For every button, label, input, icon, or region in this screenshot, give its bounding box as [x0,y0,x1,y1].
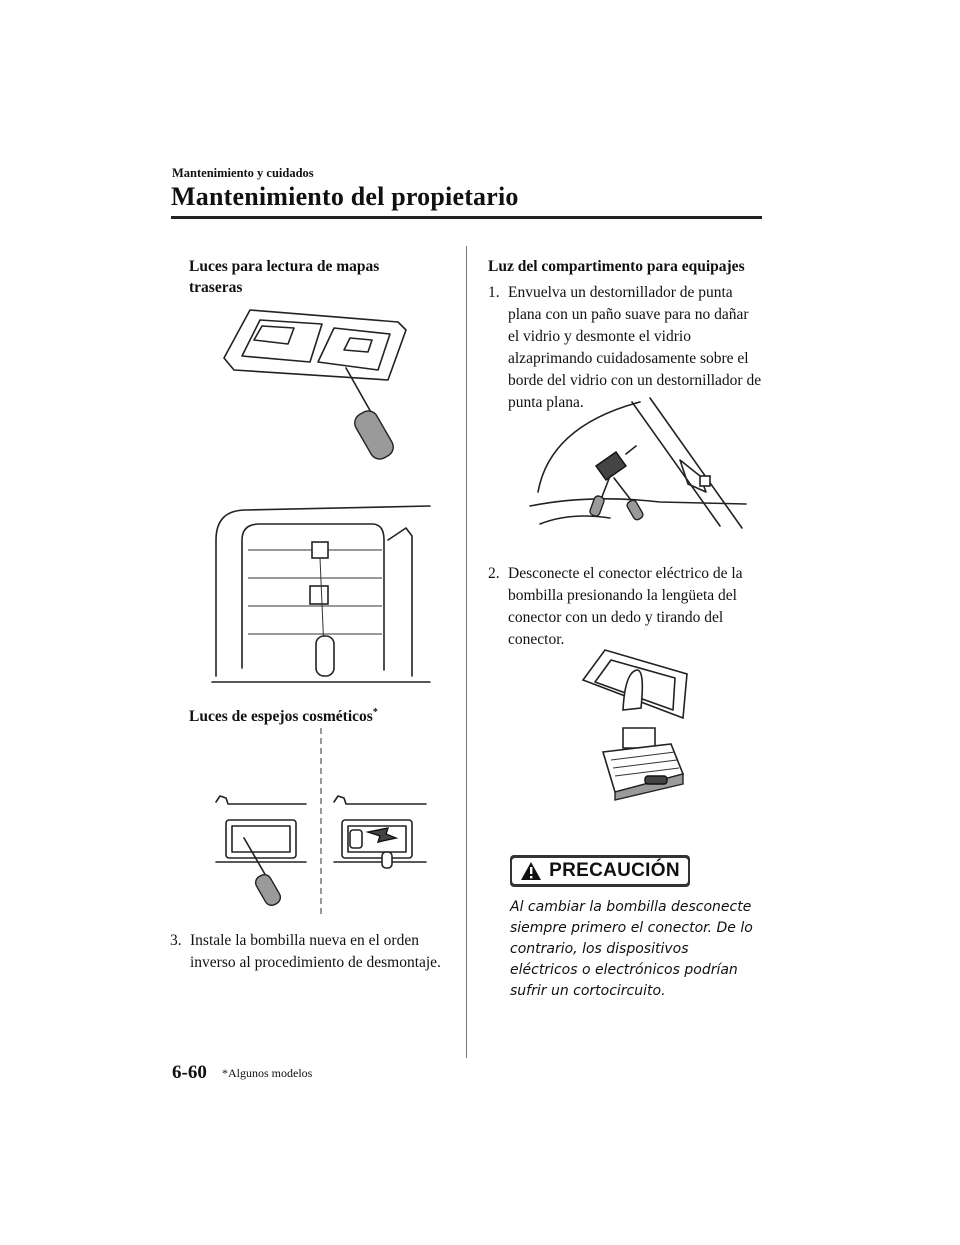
caution-banner-inner [512,858,688,884]
step-3-text: Instale la bombilla nueva en el orden inverso al procedimiento de desmontaje. [190,932,441,971]
column-divider [466,246,467,1058]
connector-disconnect-figure [575,648,695,840]
caution-label: PRECAUCIÓN [549,860,680,881]
warning-triangle-icon [520,861,542,881]
section-label: Mantenimiento y cuidados [172,166,314,180]
rear-map-lights-heading [189,256,449,298]
page-title: Mantenimiento del propietario [171,182,519,211]
caution-banner [510,855,690,887]
rear-map-light-removal-figure [210,296,430,496]
caution-text: Al cambiar la bombilla desconecte siempre primero el conector. De lo contrario, los dispositivos eléctricos o electrónicos podrían sufrir un cortocircuito. [510,899,753,999]
vanity-mirror-heading-text: Luces de espejos cosméticos [189,708,373,726]
footnote: *Algunos modelos [222,1066,313,1080]
step-2-text: Desconecte el conector eléctrico de la bombilla presionando la lengüeta del conector con un dedo y tirando del conector. [508,565,743,648]
step-3-number: 3. [170,932,182,949]
page-number: 6-60 [172,1062,207,1083]
rear-map-lights-heading-line2: traseras [189,279,243,296]
optional-marker: * [372,707,378,718]
map-light-bulb-figure [212,500,430,686]
step-1 [488,282,762,414]
title-rule [171,216,762,219]
vanity-mirror-light-figure [210,728,430,920]
step-3 [170,930,460,974]
luggage-light-removal-figure [530,396,746,538]
rear-map-lights-heading-line1: Luces para lectura de mapas [189,258,380,275]
step-2-number: 2. [488,565,500,582]
step-1-number: 1. [488,284,500,301]
luggage-light-heading: Luz del compartimento para equipajes [488,258,745,275]
step-1-text: Envuelva un destornillador de punta plana con un paño suave para no dañar el vidrio y desmonte el vidrio alzaprimando cuidadosamente sobre el borde del vidrio con un destornillador de punta plana. [508,284,762,411]
vanity-mirror-heading [189,702,378,727]
step-2 [488,563,762,651]
